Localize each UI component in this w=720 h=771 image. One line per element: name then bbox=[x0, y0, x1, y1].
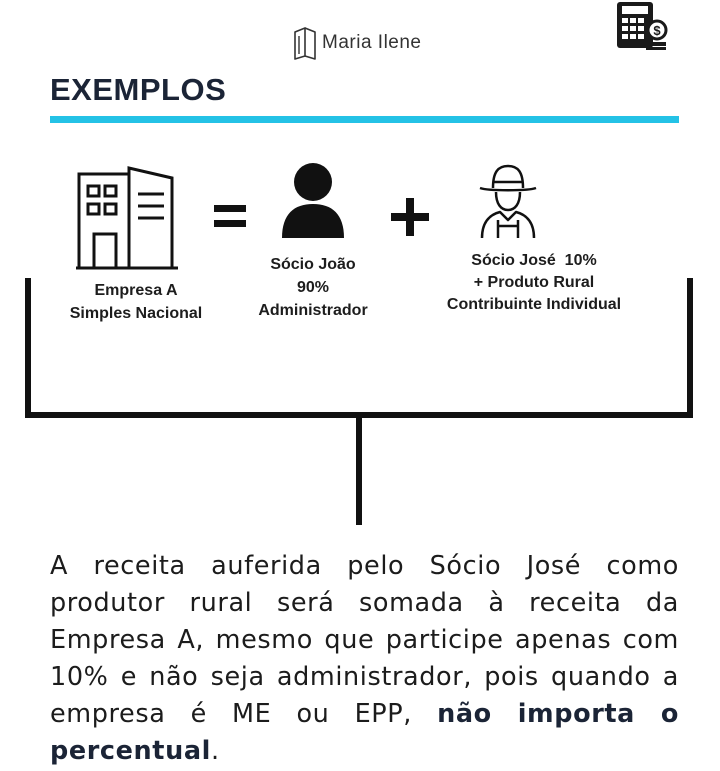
page-title: EXEMPLOS bbox=[50, 72, 227, 107]
partner-jose-name: Sócio José 10% bbox=[471, 252, 597, 269]
explanation-paragraph bbox=[50, 548, 679, 770]
brand-name: Maria Ilene bbox=[322, 32, 422, 53]
partner-joao-name: Sócio João bbox=[270, 256, 356, 273]
person-icon bbox=[280, 162, 346, 240]
partner-joao-share: 90% bbox=[296, 279, 330, 296]
company-label bbox=[50, 279, 222, 325]
paragraph-emphasis: não importa o percentual bbox=[50, 699, 679, 766]
plus-icon bbox=[391, 198, 429, 236]
partner-jose-label bbox=[424, 250, 644, 316]
company-regime: Simples Nacional bbox=[69, 305, 203, 322]
partner-joao-role: Administrador bbox=[258, 302, 368, 319]
paragraph-end: . bbox=[210, 736, 220, 766]
building-icon bbox=[76, 164, 178, 272]
equals-icon bbox=[214, 203, 246, 229]
partner-joao-label bbox=[236, 253, 390, 322]
partner-jose-activity: + Produto Rural bbox=[473, 274, 595, 291]
paragraph-text: A receita auferida pelo Sócio José como produtor rural será somada à receita da Empresa A, mesmo que participe apenas com 10% e não seja administrador, pois quando a empresa é ME ou EPP, bbox=[50, 551, 679, 729]
company-name: Empresa A bbox=[94, 282, 178, 299]
farmer-icon bbox=[478, 164, 538, 240]
partner-jose-status: Contribuinte Individual bbox=[446, 296, 622, 313]
svg-text:$: $ bbox=[653, 23, 661, 38]
